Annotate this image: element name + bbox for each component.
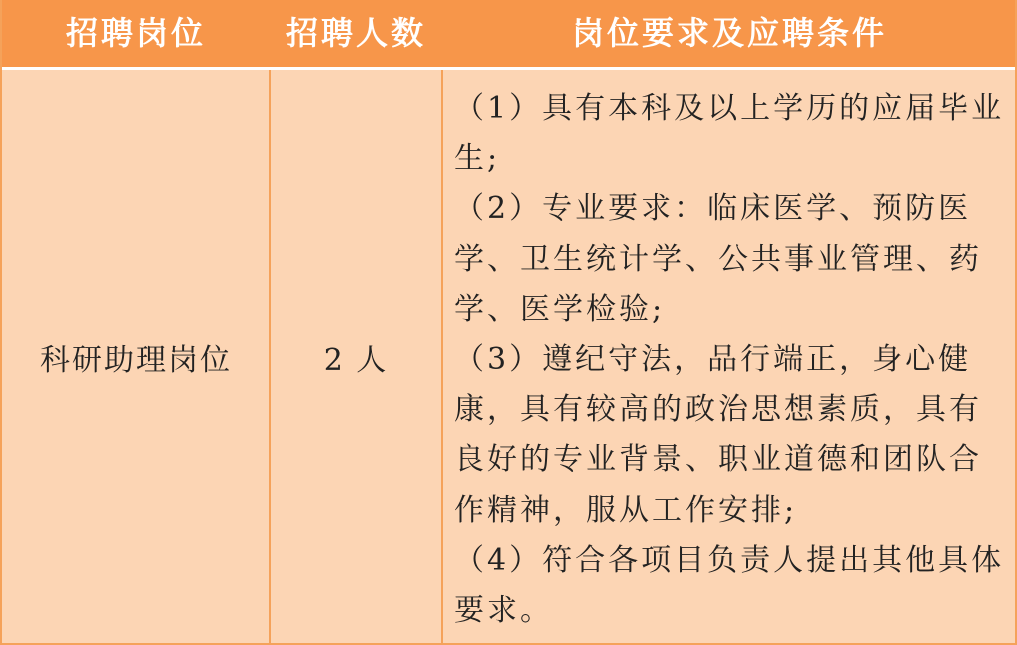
- header-requirements: 岗位要求及应聘条件: [571, 14, 887, 52]
- header-position: 招聘岗位: [65, 14, 206, 52]
- count-value: 2 人: [323, 342, 389, 378]
- requirement-item: （1）具有本科及以上学历的应届毕业生;: [454, 91, 1005, 177]
- table-header: [2, 0, 1015, 70]
- header-count: 招聘人数: [285, 14, 426, 52]
- requirement-item: （3）遵纪守法，品行端正，身心健康，具有较高的政治思想素质，具有良好的专业背景、职业道德和团队合作精神，服从工作安排;: [454, 342, 982, 528]
- requirement-item: （4）符合各项目负责人提出其他具体要求。: [454, 542, 1005, 629]
- position-value: 科研助理岗位: [40, 342, 232, 378]
- cell-requirements: [454, 84, 1006, 636]
- column-divider: [441, 70, 443, 643]
- requirement-item: （2）专业要求：临床医学、预防医学、卫生统计学、公共事业管理、药学、医学检验;: [454, 191, 982, 327]
- cell-count: [271, 70, 441, 643]
- cell-position: [2, 70, 270, 643]
